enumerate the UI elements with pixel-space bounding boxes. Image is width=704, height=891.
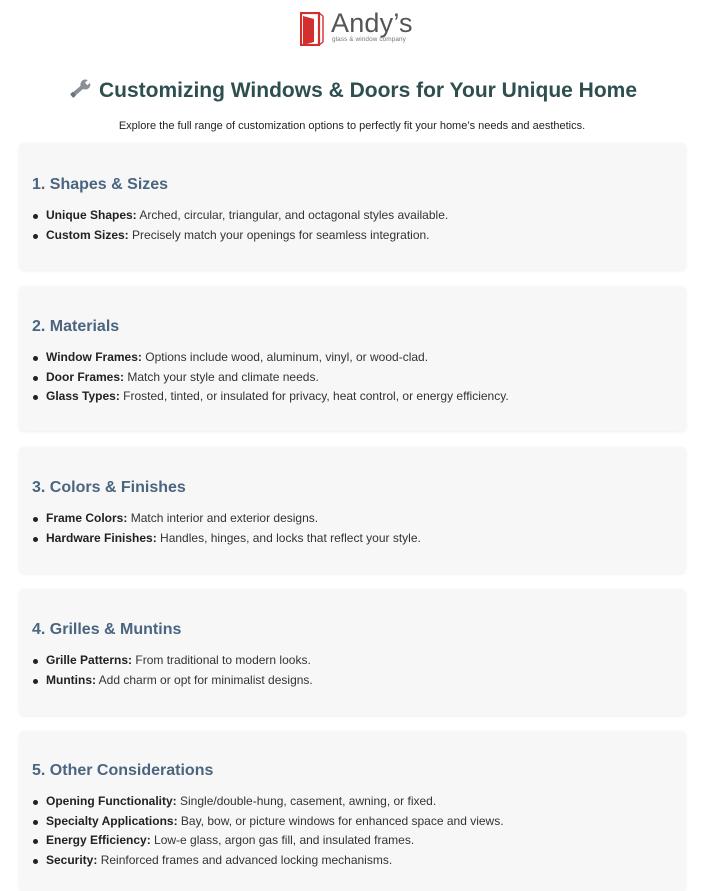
list-item: Glass Types: Frosted, tinted, or insulated for privacy, heat control, or energy efficiency. [46,387,509,407]
list-item: Door Frames: Match your style and climate needs. [46,368,509,388]
section-list [46,651,313,690]
page-title [0,78,704,103]
list-item: Muntins: Add charm or opt for minimalist designs. [46,671,313,691]
section-grilles-muntins [19,589,686,715]
brand-logo[interactable] [0,10,704,50]
list-item: Frame Colors: Match interior and exterior designs. [46,509,421,529]
section-heading: 4. Grilles & Muntins [32,621,182,638]
list-item: Unique Shapes: Arched, circular, triangular, and octagonal styles available. [46,206,448,226]
section-list [46,792,504,870]
list-item: Specialty Applications: Bay, bow, or picture windows for enhanced space and views. [46,812,504,832]
wrench-icon [67,78,93,100]
section-colors-finishes [19,447,686,573]
brand-tagline: glass & window company [332,36,406,43]
page-title-text: Customizing Windows & Doors for Your Unique Home [98,79,638,102]
page-subtitle: Explore the full range of customization options to perfectly fit your home’s needs and aesthetics. [118,120,586,132]
section-heading: 3. Colors & Finishes [32,479,186,496]
section-heading: 1. Shapes & Sizes [32,176,169,193]
list-item: Security: Reinforced frames and advanced locking mechanisms. [46,851,504,871]
section-shapes-sizes [19,143,686,270]
list-item: Grille Patterns: From traditional to modern looks. [46,651,313,671]
brand-name: Andy’s [331,8,413,38]
list-item: Opening Functionality: Single/double-hung, casement, awning, or fixed. [46,792,504,812]
section-heading: 5. Other Considerations [32,762,214,779]
section-list [46,206,448,245]
section-other-considerations [19,731,686,891]
section-materials [19,286,686,431]
list-item: Energy Efficiency: Low-e glass, argon gas fill, and insulated frames. [46,831,504,851]
section-list [46,509,421,548]
list-item: Window Frames: Options include wood, aluminum, vinyl, or wood-clad. [46,348,509,368]
section-heading: 2. Materials [32,318,120,335]
list-item: Custom Sizes: Precisely match your openings for seamless integration. [46,226,448,246]
list-item: Hardware Finishes: Handles, hinges, and locks that reflect your style. [46,529,421,549]
window-logo-icon [300,12,324,46]
section-list [46,348,509,407]
